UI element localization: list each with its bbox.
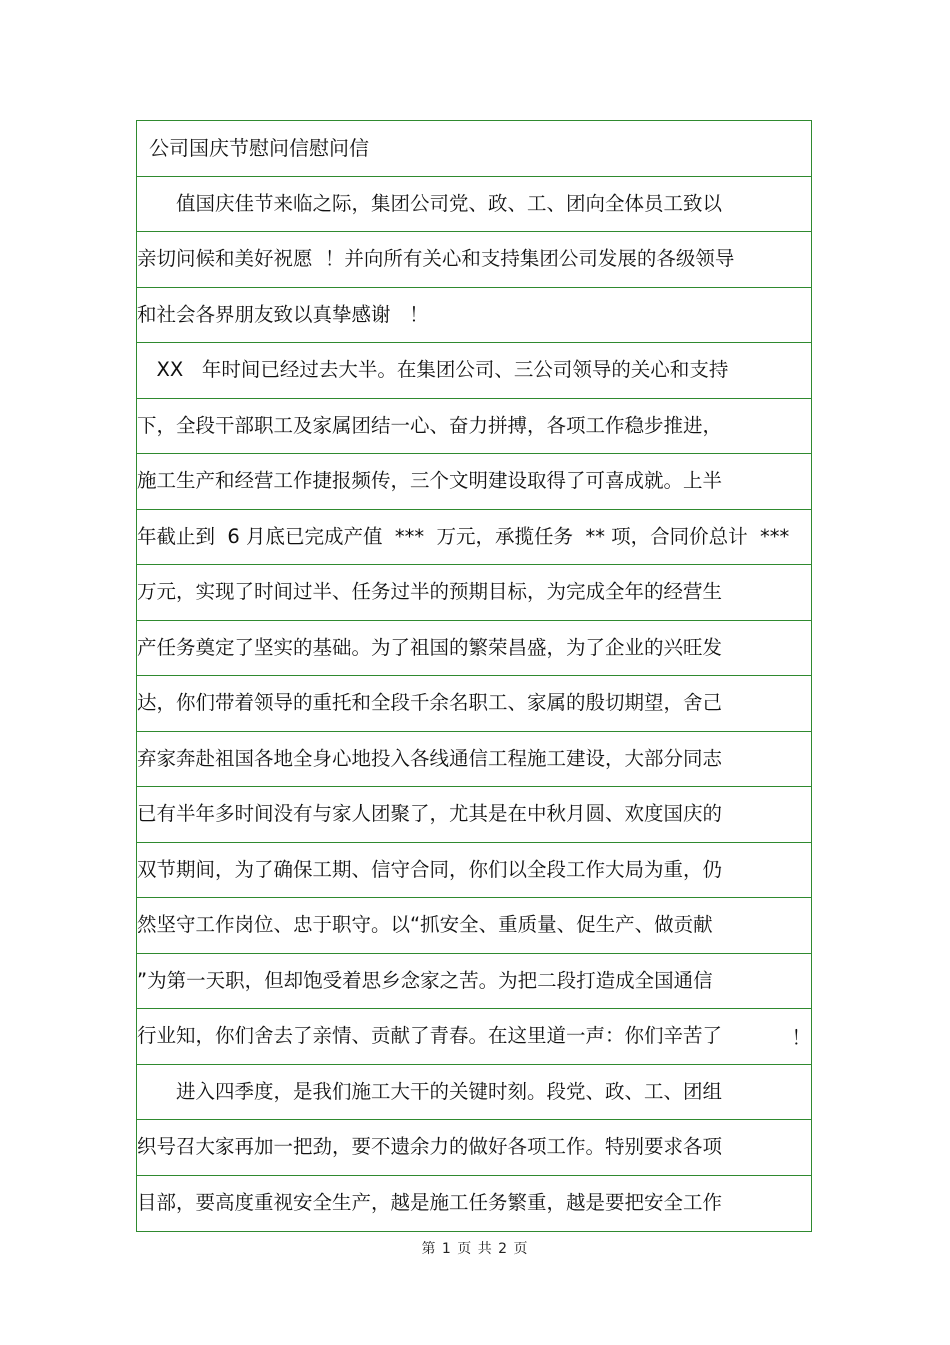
text-line: 行业知，你们舍去了亲情、贡献了青春。在这里道一声：你们辛苦了 bbox=[137, 1024, 723, 1048]
text-row bbox=[137, 732, 811, 788]
text-line: 弃家奔赴祖国各地全身心地投入各线通信工程施工建设，大部分同志 bbox=[137, 746, 723, 770]
text-row bbox=[137, 621, 811, 677]
text-row bbox=[137, 565, 811, 621]
text-row bbox=[137, 843, 811, 899]
text-row bbox=[137, 232, 811, 288]
text-line: 万元，实现了时间过半、任务过半的预期目标，为完成全年的经营生 bbox=[137, 580, 723, 604]
text-line: 产任务奠定了坚实的基础。为了祖国的繁荣昌盛，为了企业的兴旺发 bbox=[137, 635, 723, 659]
text-line: 下，全段干部职工及家属团结一心、奋力拼搏，各项工作稳步推进， bbox=[137, 413, 723, 437]
text-line: 亲切问候和美好祝愿 ！并向所有关心和支持集团公司发展的各级领导 bbox=[137, 247, 735, 271]
text-row bbox=[137, 1176, 811, 1232]
text-row bbox=[137, 343, 811, 399]
text-line: XX 年时间已经过去大半。在集团公司、三公司领导的关心和支持 bbox=[137, 358, 729, 382]
text-row bbox=[137, 454, 811, 510]
text-line: 织号召大家再加一把劲，要不遗余力的做好各项工作。特别要求各项 bbox=[137, 1135, 723, 1159]
text-line: 值国庆佳节来临之际，集团公司党、政、工、团向全体员工致以 bbox=[137, 191, 723, 215]
text-row bbox=[137, 1009, 811, 1065]
text-row bbox=[137, 787, 811, 843]
title-row bbox=[137, 121, 811, 177]
text-row bbox=[137, 288, 811, 344]
text-row bbox=[137, 1120, 811, 1176]
text-line: 双节期间，为了确保工期、信守合同，你们以全段工作大局为重，仍 bbox=[137, 857, 723, 881]
text-line: 和社会各界朋友致以真挚感谢 ！ bbox=[137, 302, 429, 326]
document-frame bbox=[136, 120, 812, 1232]
text-line: 施工生产和经营工作捷报频传，三个文明建设取得了可喜成就。上半 bbox=[137, 469, 723, 493]
text-line: 进入四季度，是我们施工大干的关键时刻。段党、政、工、团组 bbox=[137, 1079, 723, 1103]
document-title: 公司国庆节慰问信慰问信 bbox=[149, 136, 369, 161]
text-row bbox=[137, 676, 811, 732]
line-end-exclamation: ！ bbox=[791, 1026, 811, 1050]
text-row bbox=[137, 177, 811, 233]
text-row bbox=[137, 954, 811, 1010]
page-number-footer: 第 1 页 共 2 页 bbox=[421, 1241, 529, 1257]
text-row bbox=[137, 399, 811, 455]
text-row bbox=[137, 510, 811, 566]
text-line: 年截止到 6 月底已完成产值 *** 万元，承揽任务 ** 项，合同价总计 *** bbox=[137, 524, 790, 548]
text-line: 达，你们带着领导的重托和全段千余名职工、家属的殷切期望，舍己 bbox=[137, 691, 723, 715]
text-row bbox=[137, 1065, 811, 1121]
text-line: 目部，要高度重视安全生产，越是施工任务繁重，越是要把安全工作 bbox=[137, 1191, 723, 1215]
text-line: 已有半年多时间没有与家人团聚了，尤其是在中秋月圆、欢度国庆的 bbox=[137, 802, 723, 826]
text-line: 然坚守工作岗位、忠于职守。以“抓安全、重质量、促生产、做贡献 bbox=[137, 913, 713, 937]
text-line: ”为第一天职，但却饱受着思乡念家之苦。为把二段打造成全国通信 bbox=[137, 968, 713, 992]
text-row bbox=[137, 898, 811, 954]
